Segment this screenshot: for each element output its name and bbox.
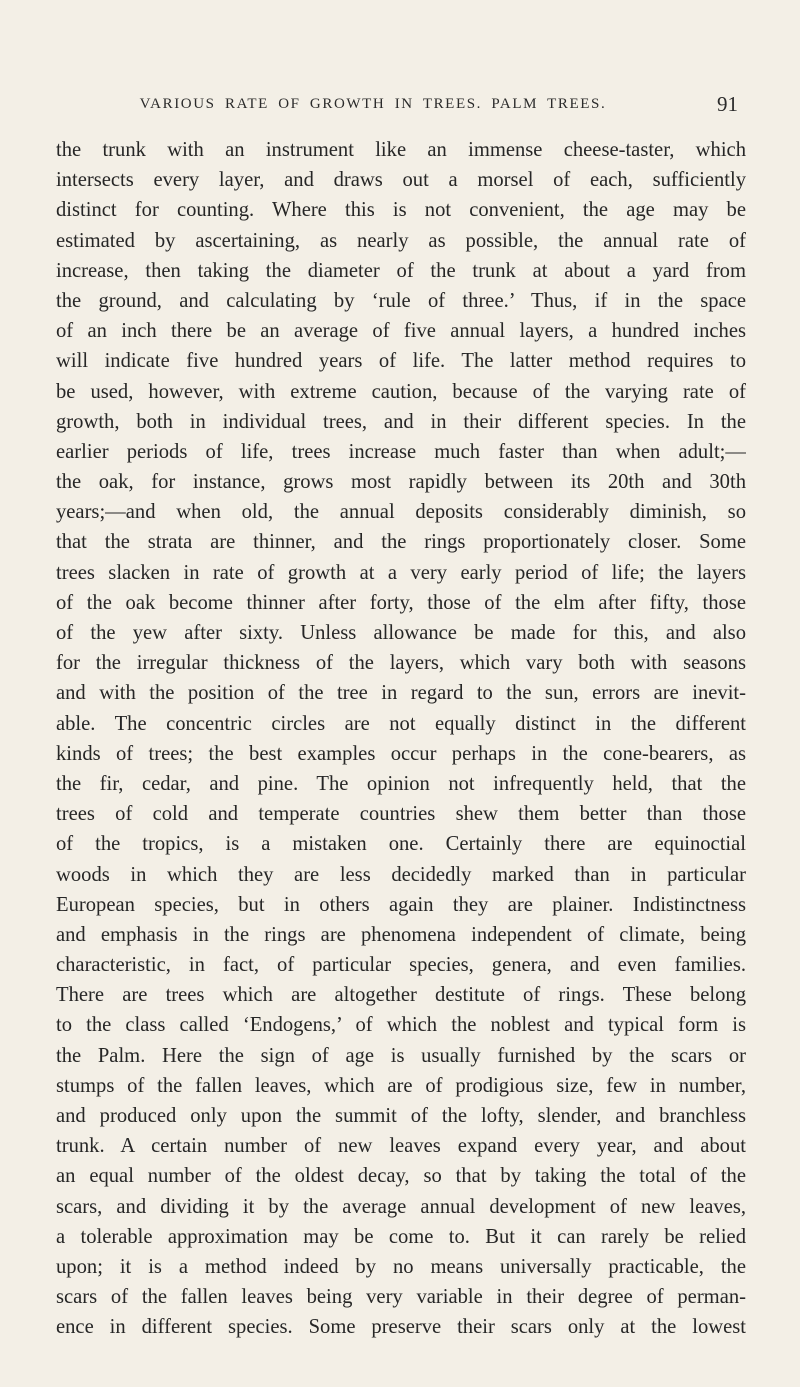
text-line: ence in different species. Some preserve their scars only at the lowest <box>56 1316 746 1339</box>
text-line: scars of the fallen leaves being very variable in their degree of perman- <box>56 1286 746 1309</box>
text-line: years;—and when old, the annual deposits considerably diminish, so <box>56 501 746 524</box>
text-line: earlier periods of life, trees increase much faster than when adult;— <box>56 440 746 463</box>
text-line: will indicate five hundred years of life. The latter method requires to <box>56 350 746 373</box>
body-text <box>56 135 746 1343</box>
text-line: estimated by ascertaining, as nearly as possible, the annual rate of <box>56 229 746 252</box>
text-line: the oak, for instance, grows most rapidly between its 20th and 30th <box>56 471 746 494</box>
text-line: stumps of the fallen leaves, which are of prodigious size, few in number, <box>56 1074 746 1097</box>
text-line: distinct for counting. Where this is not convenient, the age may be <box>56 199 746 222</box>
text-line: be used, however, with extreme caution, because of the varying rate of <box>56 380 746 403</box>
text-line: There are trees which are altogether destitute of rings. These belong <box>56 984 746 1007</box>
text-line: and with the position of the tree in regard to the sun, errors are inevit- <box>56 682 746 705</box>
page-number: 91 <box>717 92 738 116</box>
text-line: kinds of trees; the best examples occur perhaps in the cone-bearers, as <box>56 742 746 765</box>
text-line: a tolerable approximation may be come to. But it can rarely be relied <box>56 1225 746 1248</box>
text-line: increase, then taking the diameter of the trunk at about a yard from <box>56 259 746 282</box>
text-line: characteristic, in fact, of particular species, genera, and even families. <box>56 954 746 977</box>
text-line: European species, but in others again they are plainer. Indistinctness <box>56 893 746 916</box>
text-line: to the class called ‘Endogens,’ of which the noblest and typical form is <box>56 1014 746 1037</box>
text-line: that the strata are thinner, and the rings proportionately closer. Some <box>56 531 746 554</box>
text-line: able. The concentric circles are not equally distinct in the different <box>56 712 746 735</box>
text-line: trunk. A certain number of new leaves expand every year, and about <box>56 1135 746 1158</box>
text-line: growth, both in individual trees, and in their different species. In the <box>56 410 746 433</box>
text-line: of the oak become thinner after forty, those of the elm after fifty, those <box>56 591 746 614</box>
text-line: the fir, cedar, and pine. The opinion not infrequently held, that the <box>56 772 746 795</box>
running-head <box>56 92 760 128</box>
text-line: trees slacken in rate of growth at a very early period of life; the layers <box>56 561 746 584</box>
text-line: intersects every layer, and draws out a morsel of each, sufficiently <box>56 169 746 192</box>
text-line: of the yew after sixty. Unless allowance be made for this, and also <box>56 622 746 644</box>
text-line: trees of cold and temperate countries shew them better than those <box>56 803 746 826</box>
text-line: and produced only upon the summit of the lofty, slender, and branchless <box>56 1105 746 1127</box>
text-line: for the irregular thickness of the layers, which vary both with seasons <box>56 652 746 675</box>
text-line: the ground, and calculating by ‘rule of three.’ Thus, if in the space <box>56 289 746 312</box>
text-line: an equal number of the oldest decay, so that by taking the total of the <box>56 1165 746 1188</box>
text-line: upon; it is a method indeed by no means universally practicable, the <box>56 1255 746 1278</box>
text-line: and emphasis in the rings are phenomena independent of climate, being <box>56 923 746 946</box>
text-line: scars, and dividing it by the average annual development of new leaves, <box>56 1195 746 1218</box>
text-line: of an inch there be an average of five annual layers, a hundred inches <box>56 320 746 343</box>
text-line: woods in which they are less decidedly marked than in particular <box>56 863 746 886</box>
text-line: the trunk with an instrument like an immense cheese-taster, which <box>56 139 746 161</box>
running-title: VARIOUS RATE OF GROWTH IN TREES. PALM TREES. <box>139 96 607 112</box>
text-line: the Palm. Here the sign of age is usually furnished by the scars or <box>56 1044 746 1067</box>
text-line: of the tropics, is a mistaken one. Certainly there are equinoctial <box>56 833 746 856</box>
